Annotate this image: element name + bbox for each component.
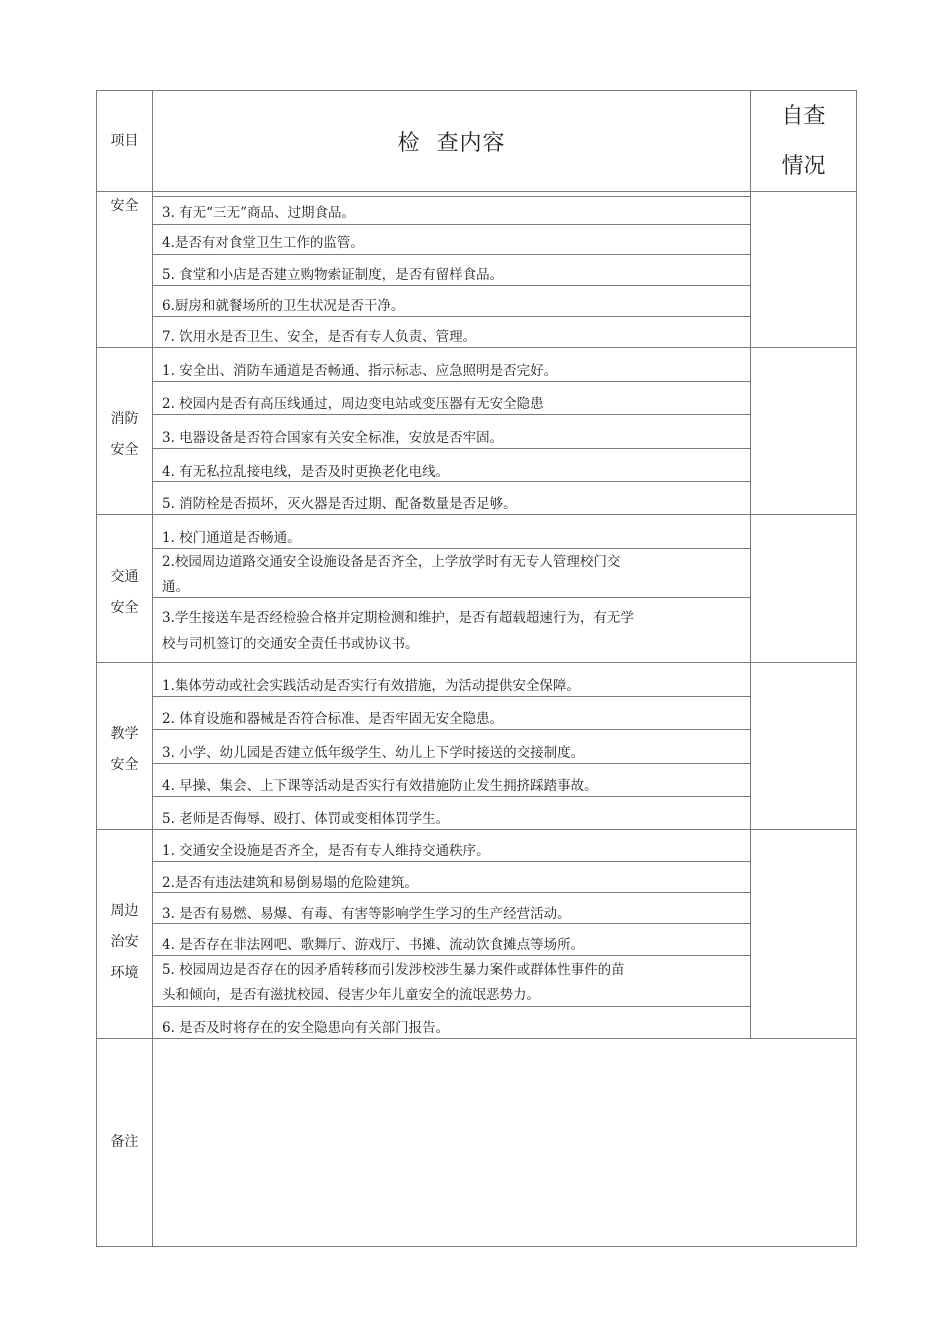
check-item: 头和倾向，是否有滋扰校园、侵害少年儿童安全的流氓恶势力。 (162, 987, 540, 1003)
category-label: 交通 (110, 569, 139, 585)
category-traffic-safety (97, 562, 152, 624)
table-border-right (856, 90, 857, 1247)
check-item: 4. 有无私拉乱接电线，是否及时更换老化电线。 (162, 464, 450, 480)
self-check-cell-fire[interactable] (751, 348, 856, 514)
check-item: 5. 消防栓是否损坏，灭火器是否过期、配备数量是否足够。 (162, 496, 517, 512)
header-self-check-line2: 情况 (781, 154, 826, 179)
check-item: 2.是否有违法建筑和易倒易塌的危险建筑。 (162, 875, 418, 891)
check-item: 2. 校园内是否有高压线通过，周边变电站或变压器有无安全隐患 (162, 396, 544, 412)
check-item: 1. 交通安全设施是否齐全，是否有专人维持交通秩序。 (162, 843, 490, 859)
self-check-cell-surroundings[interactable] (751, 830, 856, 1038)
check-item: 3. 有无“三无”商品、过期食品。 (162, 205, 355, 221)
remarks-label: 备注 (110, 1134, 139, 1150)
check-item: 6. 是否及时将存在的安全隐患向有关部门报告。 (162, 1020, 450, 1036)
header-separator (96, 191, 857, 192)
category-label: 周边 (110, 903, 139, 919)
category-label: 安全 (110, 442, 139, 458)
self-check-cell-teaching[interactable] (751, 663, 856, 829)
check-item: 3.学生接送车是否经检验合格并定期检测和维护，是否有超载超速行为，有无学 (162, 610, 634, 626)
category-teaching-safety (97, 719, 152, 781)
category-food-safety: 安全 (110, 198, 139, 214)
category-label: 教学 (110, 726, 139, 742)
check-item: 5. 食堂和小店是否建立购物索证制度，是否有留样食品。 (162, 267, 504, 283)
check-item: 3. 电器设备是否符合国家有关安全标准，安放是否牢固。 (162, 430, 504, 446)
category-label: 环境 (110, 965, 139, 981)
check-item: 1. 校门通道是否畅通。 (162, 530, 301, 546)
check-item: 4. 是否存在非法网吧、歌舞厅、游戏厅、书摊、流动饮食摊点等场所。 (162, 937, 585, 953)
table-border-left (96, 90, 97, 1247)
check-item: 6.厨房和就餐场所的卫生状况是否干净。 (162, 298, 405, 314)
category-label: 治安 (110, 934, 139, 950)
check-item: 5. 校园周边是否存在的因矛盾转移而引发涉校涉生暴力案件或群体性事件的苗 (162, 962, 625, 978)
row-separator (153, 597, 750, 598)
check-item: 2.校园周边道路交通安全设施设备是否齐全，上学放学时有无专人管理校门交 (162, 554, 621, 570)
check-item: 3. 是否有易燃、易爆、有毒、有害等影响学生学习的生产经营活动。 (162, 906, 571, 922)
row-separator (153, 196, 750, 197)
table-border-top (96, 90, 857, 91)
check-item: 4.是否有对食堂卫生工作的监管。 (162, 235, 364, 251)
category-fire-safety (97, 404, 152, 466)
header-self-check-line1: 自查 (781, 104, 826, 129)
check-item: 5. 老师是否侮辱、殴打、体罚或变相体罚学生。 (162, 811, 450, 827)
check-item: 1.集体劳动或社会实践活动是否实行有效措施，为活动提供安全保障。 (162, 678, 580, 694)
category-label: 安全 (110, 600, 139, 616)
check-item: 校与司机签订的交通安全责任书或协议书。 (162, 636, 419, 652)
category-label: 消防 (110, 411, 139, 427)
header-self-check-column (751, 92, 856, 192)
self-check-cell-traffic[interactable] (751, 515, 856, 662)
category-surroundings (97, 896, 152, 989)
self-check-cell-food[interactable] (751, 192, 856, 347)
table-border-bottom (96, 1246, 857, 1247)
check-item: 7. 饮用水是否卫生、安全，是否有专人负责、管理。 (162, 329, 477, 345)
header-content-column: 检 查内容 (397, 131, 506, 156)
category-label: 安全 (110, 757, 139, 773)
remarks-field[interactable] (153, 1039, 856, 1246)
check-item: 通。 (162, 579, 189, 595)
check-item: 3. 小学、幼儿园是否建立低年级学生、幼儿上下学时接送的交接制度。 (162, 745, 585, 761)
header-item-column: 项目 (110, 133, 139, 149)
section-separator (96, 662, 857, 663)
check-item: 1. 安全出、消防车通道是否畅通、指示标志、应急照明是否完好。 (162, 363, 558, 379)
check-item: 2. 体育设施和器械是否符合标准、是否牢固无安全隐患。 (162, 711, 504, 727)
check-item: 4. 早操、集会、上下课等活动是否实行有效措施防止发生拥挤踩踏事故。 (162, 778, 598, 794)
